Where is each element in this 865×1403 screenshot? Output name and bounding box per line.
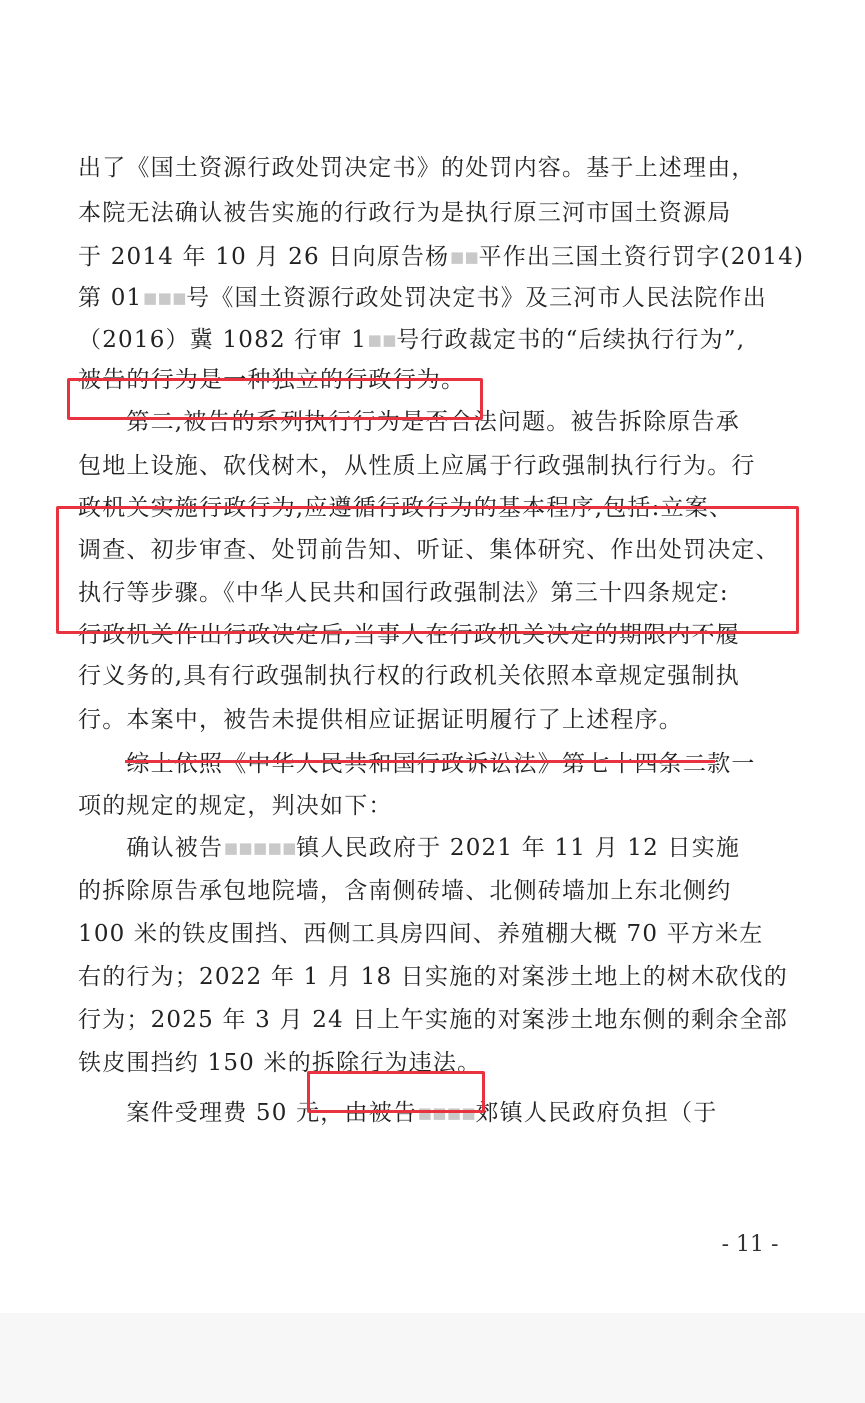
text-segment: 镇人民政府于 2021 年 11 月 12 日实施 [296, 835, 741, 861]
text-line: 综上依照《中华人民共和国行政诉讼法》第七十四条二款一 [78, 751, 756, 777]
text-line [78, 826, 790, 870]
page-gap [0, 1313, 865, 1403]
text-line [78, 276, 790, 320]
text-line: 铁皮围挡约 150 米的拆除行为违法。 [78, 1050, 482, 1076]
text-line: 政机关实施行政行为,应遵循行政行为的基本程序,包括:立案、 [78, 495, 734, 521]
redacted-text: ▪▪▪ [142, 285, 187, 311]
redacted-text: ▪▪▪▪ [417, 1100, 476, 1126]
text-segment: 平作出三国土资行罚字(2014) [478, 244, 805, 270]
text-segment: 于 2014 年 10 月 26 日向原告杨 [78, 244, 450, 270]
redacted-text: ▪▪ [367, 327, 397, 353]
text-segment: （2016）冀 1082 行审 1 [78, 327, 368, 353]
redacted-text: ▪▪▪▪▪ [223, 835, 297, 861]
text-line: 行。本案中，被告未提供相应证据证明履行了上述程序。 [78, 707, 683, 733]
text-line: 包地上设施、砍伐树木，从性质上应属于行政强制执行行为。行 [78, 453, 756, 479]
text-line [78, 318, 790, 362]
text-segment: 确认被告 [78, 835, 224, 861]
text-line [78, 235, 805, 279]
text-line: 被告的行为是一种独立的行政行为。 [78, 367, 466, 393]
text-segment: 号《国土资源行政处罚决定书》及三河市人民法院作出 [186, 285, 767, 311]
text-line: 100 米的铁皮围挡、西侧工具房四间、养殖棚大概 70 平方米左 [78, 921, 764, 947]
text-segment: 第 01 [78, 285, 143, 311]
text-line: 行政机关作出行政决定后,当事人在行政机关决定的期限内不履 [78, 622, 740, 648]
page-number: - 11 - [721, 1232, 779, 1257]
text-line: 行为；2025 年 3 月 24 日上午实施的对案涉土地东侧的剩余全部 [78, 1007, 788, 1033]
text-segment: 案件受理费 50 元，由被告 [78, 1100, 418, 1126]
text-line: 的拆除原告承包地院墙，含南侧砖墙、北侧砖墙加上东北侧约 [78, 878, 732, 904]
text-segment: 号行政裁定书的“后续执行行为”, [396, 327, 746, 353]
text-line [78, 1091, 790, 1135]
redacted-text: ▪▪ [449, 244, 479, 270]
text-line: 右的行为；2022 年 1 月 18 日实施的对案涉土地上的树木砍伐的 [78, 964, 788, 990]
text-line: 调查、初步审查、处罚前告知、听证、集体研究、作出处罚决定、 [78, 537, 780, 563]
text-line: 行义务的,具有行政强制执行权的行政机关依照本章规定强制执 [78, 663, 740, 689]
text-line: 项的规定的规定，判决如下： [78, 793, 393, 819]
text-line: 本院无法确认被告实施的行政行为是执行原三河市国土资源局 [78, 200, 732, 226]
text-segment: 郊镇人民政府负担（于 [475, 1100, 718, 1126]
underline-no-evidence [125, 760, 715, 763]
text-line: 执行等步骤。《中华人民共和国行政强制法》第三十四条规定: [78, 580, 729, 606]
text-line: 出了《国土资源行政处罚决定书》的处罚内容。基于上述理由， [78, 155, 756, 181]
text-line: 第二,被告的系列执行行为是否合法问题。被告拆除原告承 [78, 409, 740, 435]
